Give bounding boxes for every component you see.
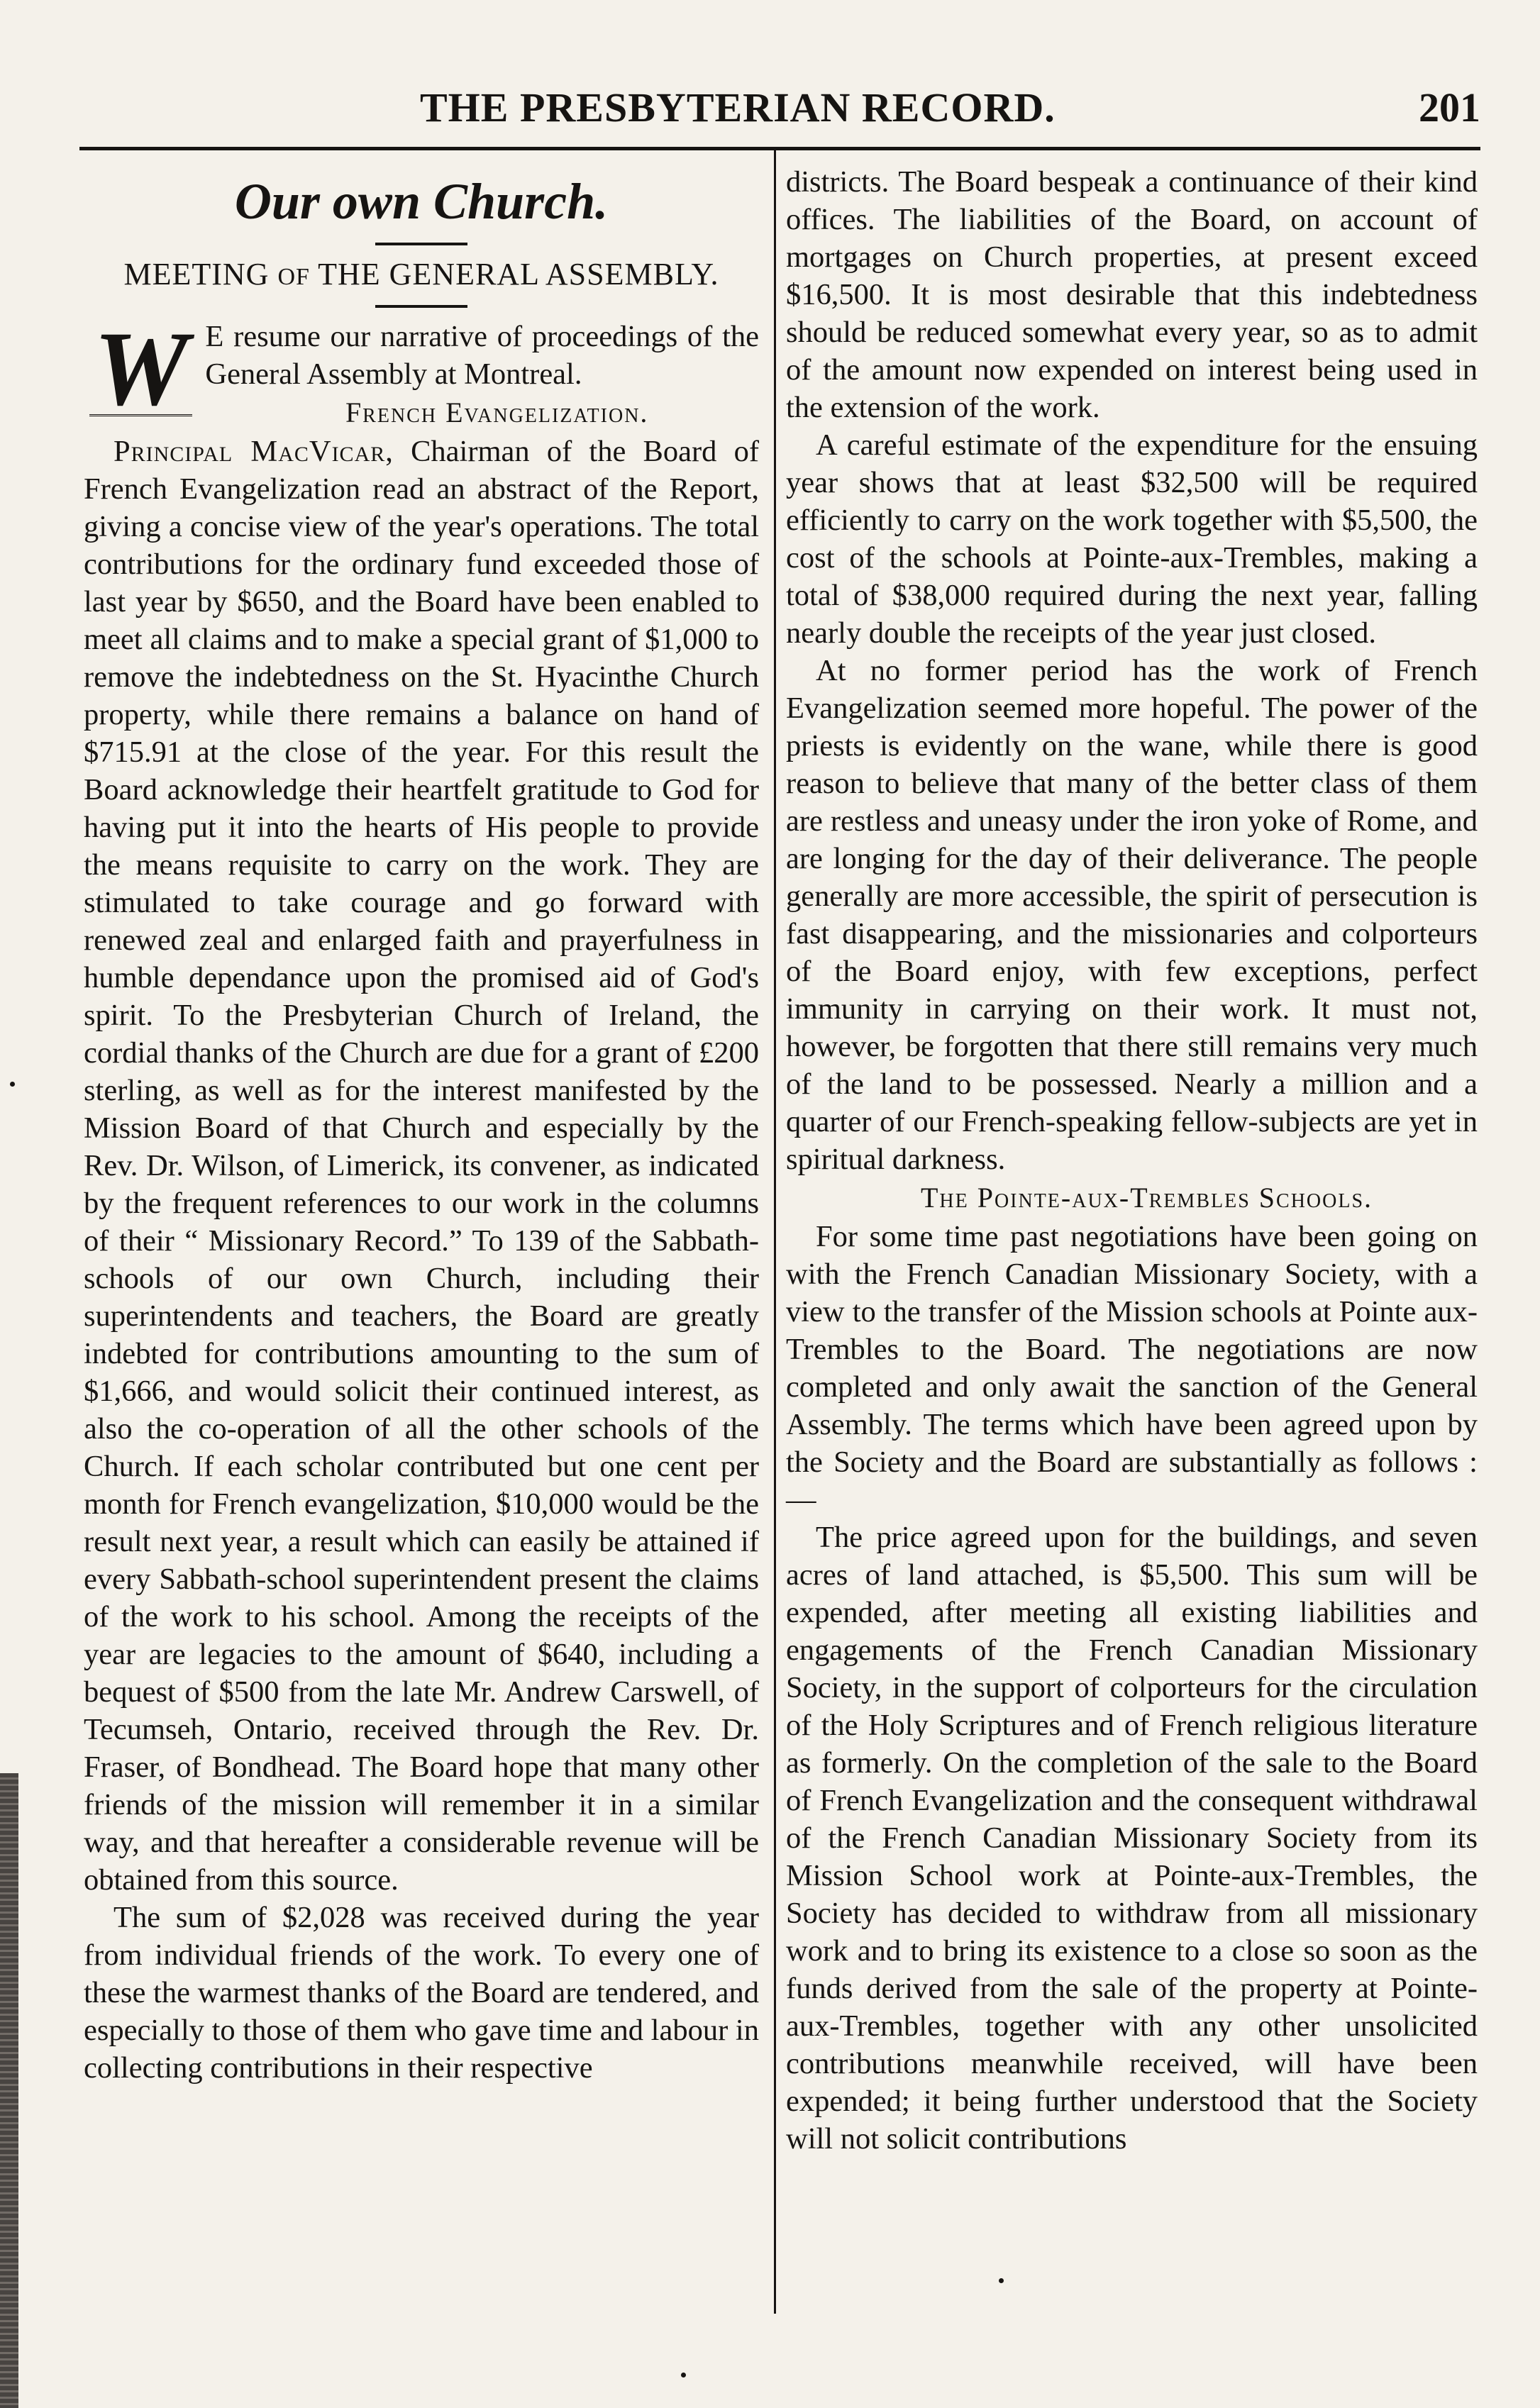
drop-cap: W: [89, 323, 192, 416]
subhead-french-evangelization: French Evangelization.: [345, 396, 649, 428]
margin-dot: [10, 1082, 15, 1087]
paragraph: districts. The Board bespeak a continuance of their kind offices. The liabilities of the Board, on account of mortgages on Church properties, at present exceed $16,500. It is most desirable that this indebtedness should be reduced somewhat every year, so as to admit of the amount now expended on interest being used in the extension of the work.: [786, 165, 1478, 424]
page-header: [79, 84, 1480, 140]
column-divider: [774, 150, 776, 2314]
meeting-heading-part-a: MEETING: [123, 257, 278, 292]
header-rule: [79, 147, 1480, 150]
subhead-pointe-aux-trembles-schools: The Pointe-aux-Trembles Schools.: [920, 1182, 1373, 1214]
paragraph: At no former period has the work of French Evangelization seemed more hopeful. The power of the priests is evidently on the wane, while there is good reason to believe that many of the better class of them are restless and uneasy under the iron yoke of Rome, and are longing for the day of their deliverance. The people generally are more accessible, the spirit of persecution is fast disappearing, and the missionaries and colporteurs of the Board enjoy, with few exceptions, perfect immunity in carrying on their work. It must not, however, be forgotten that there still remains very much of the land to be possessed. Nearly a million and a quarter of our French-speaking fellow-subjects are yet in spiritual darkness.: [786, 654, 1478, 1176]
left-column: [84, 163, 759, 2087]
margin-dot: [681, 2373, 686, 2378]
paragraph: For some time past negotiations have been going on with the French Canadian Missionary Society, with a view to the transfer of the Mission schools at Pointe aux-Trembles to the Board. The negotiations are now completed and only await the sanction of the General Assembly. The terms which have been agreed upon by the Society and the Board are substantially as follows :—: [786, 1220, 1478, 1516]
intro-text: E resume our narrative of proceedings of the General Assembly at Montreal.: [205, 320, 759, 391]
running-head: THE PRESBYTERIAN RECORD.: [420, 84, 1056, 131]
margin-dot: [999, 2278, 1004, 2283]
paragraph: The price agreed upon for the buildings, and seven acres of land attached, is $5,500. This sum will be expended, after meeting all existing liabilities and engagements of the French Canadian Missionary Society, in the support of colporteurs for the circulation of the Holy Scriptures and of French religious literature as formerly. On the completion of the sale to the Board of French Evangelization and the consequent withdrawal of the French Canadian Missionary Society from its Mission School work at Pointe-aux-Trembles, the Society has decided to withdraw from all missionary work and to bring its existence to a close so soon as the funds derived from the sale of the property at Pointe-aux-Trembles, together with any other unsolicited contributions meanwhile received, will have been expended; it being further understood that the Society will not solicit contributions: [786, 1521, 1478, 2155]
paragraph: A careful estimate of the expenditure for the ensuing year shows that at least $32,500 will be required efficiently to carry on the work together with $5,500, the cost of the schools at Pointe-aux-Trembles, making a total of $38,000 required during the next year, falling nearly double the receipts of the year just closed.: [786, 428, 1478, 650]
paragraph: [84, 433, 759, 1899]
meeting-heading-part-b: THE GENERAL ASSEMBLY.: [309, 257, 719, 292]
page-edge-binding: [0, 1773, 18, 2408]
page-number: 201: [1419, 84, 1480, 131]
speaker-name: Principal MacVicar,: [113, 435, 394, 468]
paragraph: The sum of $2,028 was received during the year from individual friends of the work. To every one of these the warmest thanks of the Board are tendered, and especially to those of them who gave time and labour in collecting contributions in their respective: [84, 1901, 759, 2085]
heading-rule: [375, 305, 467, 308]
meeting-heading: [84, 255, 759, 296]
paragraph-text: Chairman of the Board of French Evangelization read an abstract of the Report, giving a concise view of the year's operations. The total contributions for the ordinary fund exceeded those of last year by $650, and the Board have been enabled to meet all claims and to make a special grant of $1,000 to remove the indebtedness on the St. Hyacinthe Church property, while there remains a balance on hand of $715.91 at the close of the year. For this result the Board acknowledge their heartfelt gratitude to God for having put it into the hearts of His people to provide the means requisite to carry on the work. They are stimulated to take courage and go forward with renewed zeal and enlarged faith and prayerfulness in humble dependance upon the promised aid of God's spirit. To the Presbyterian Church of Ireland, the cordial thanks of the Church are due for a grant of £200 sterling, as well as for the interest manifested by the Mission Board of that Church and especially by the Rev. Dr. Wilson, of Limerick, its convener, as indicated by the frequent references to our work in the columns of their “ Missionary Record.” To 139 of the Sabbath-schools of our own Church, including their superintendents and teachers, the Board are greatly indebted for contributions amounting to the sum of $1,666, and would solicit their continued interest, as also the co-operation of all the other schools of the Church. If each scholar contributed but one cent per month for French evangelization, $10,000 would be the result next year, a result which can easily be attained if every Sabbath-school superintendent present the claims of the work to his school. Among the receipts of the year are legacies to the amount of $640, including a bequest of $500 from the late Mr. Andrew Carswell, of Tecumseh, Ontario, received through the Rev. Dr. Fraser, of Bondhead. The Board hope that many other friends of the mission will remember it in a similar way, and that hereafter a considerable revenue will be obtained from this source.: [84, 435, 759, 1897]
section-title: Our own Church.: [234, 173, 609, 230]
title-rule: [375, 243, 467, 245]
meeting-heading-of: OF: [277, 264, 310, 290]
right-column: [786, 163, 1478, 2158]
